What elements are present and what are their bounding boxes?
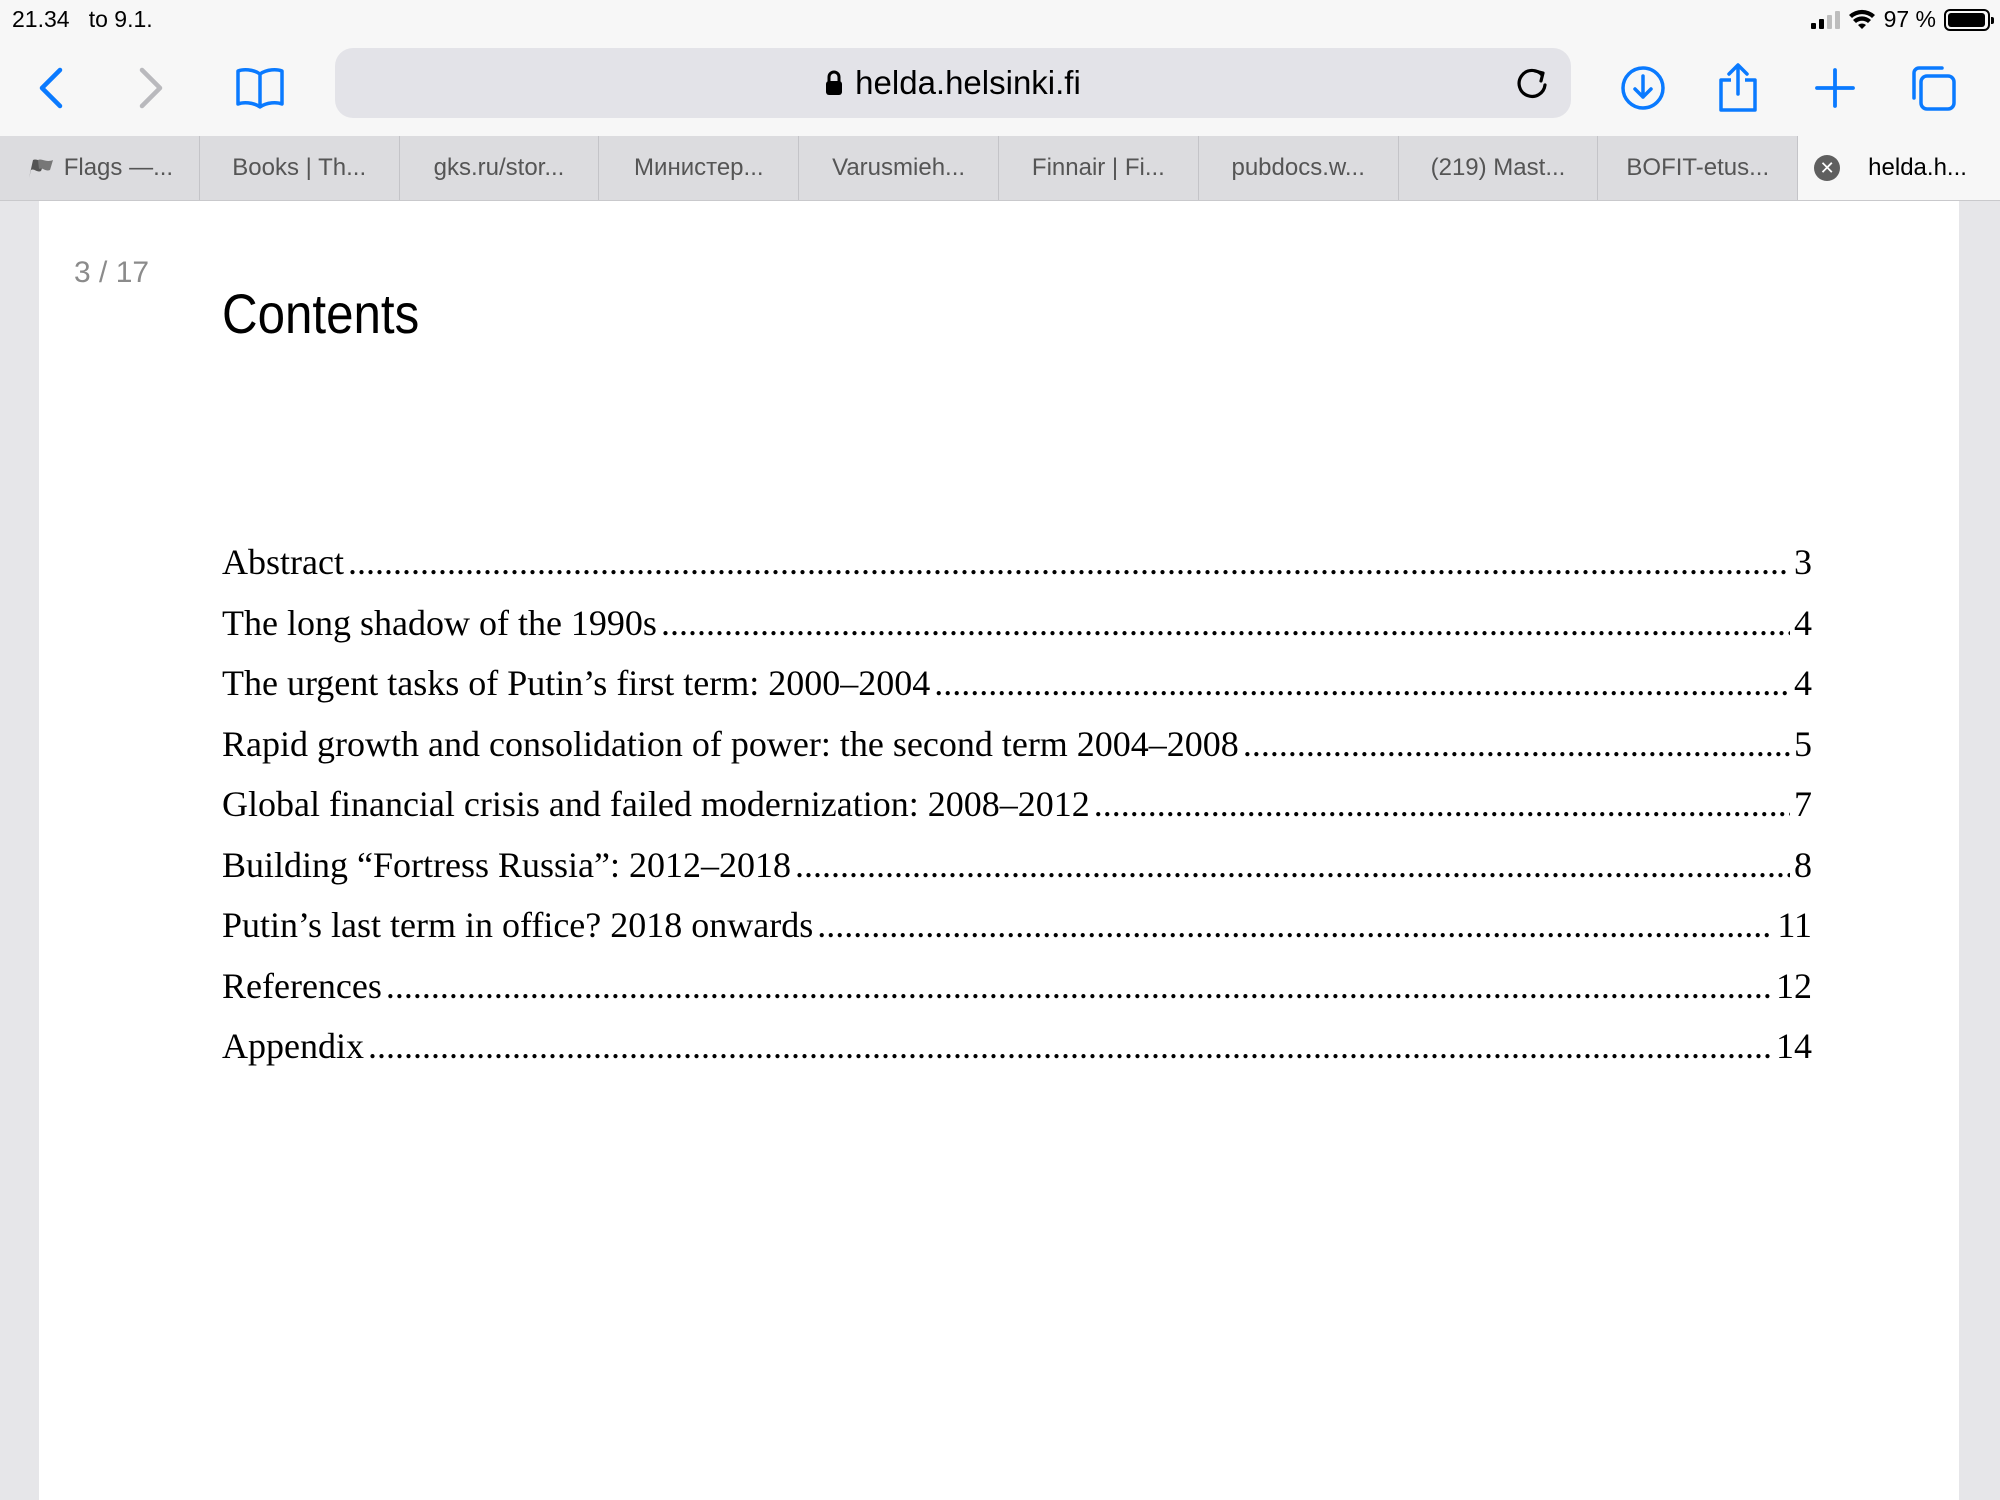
battery-percent: 97 % (1883, 6, 1936, 32)
toc-entry-title: Global financial crisis and failed modernization: 2008–2012 (222, 784, 1090, 824)
share-button[interactable] (1708, 58, 1768, 118)
toc-leader (386, 965, 1772, 1007)
toc-entry-page: 5 (1794, 723, 1812, 764)
toc-entry-title: Rapid growth and consolidation of power: the second term 2004–2008 (222, 723, 1239, 764)
tab-label: Finnair | Fi... (1031, 154, 1165, 181)
toc-entry-page: 4 (1794, 602, 1812, 643)
new-tab-button[interactable] (1805, 58, 1865, 118)
toc-leader (795, 844, 1790, 886)
toc-leader (1243, 723, 1790, 765)
tab-pubdocs[interactable] (1199, 136, 1399, 200)
tab-varusmies[interactable] (799, 136, 999, 200)
toc-entry[interactable] (222, 602, 1812, 663)
toc-leader (348, 541, 1790, 583)
tab-gks[interactable] (400, 136, 600, 200)
tab-label: gks.ru/stor... (433, 154, 565, 181)
book-icon (235, 66, 285, 110)
tab-helda-active[interactable] (1798, 136, 2000, 200)
forward-button[interactable] (120, 58, 180, 118)
toc-leader (817, 904, 1773, 946)
toc-leader (1094, 783, 1790, 825)
toc-entry[interactable] (222, 965, 1812, 1026)
toc-leader (661, 602, 1790, 644)
toc-entry[interactable] (222, 844, 1812, 905)
lock-icon (825, 70, 843, 96)
close-tab-icon[interactable]: ✕ (1814, 155, 1840, 181)
tab-books[interactable] (200, 136, 400, 200)
toc-entry[interactable] (222, 1025, 1812, 1086)
toc-entry-page: 8 (1794, 844, 1812, 885)
toc-entry-title: References (222, 965, 382, 1006)
toc-entry-title: Building “Fortress Russia”: 2012–2018 (222, 844, 791, 885)
toc-entry[interactable] (222, 662, 1812, 723)
page-indicator: 3 / 17 (74, 256, 150, 289)
page-title: Contents (222, 282, 420, 345)
toc-leader (934, 662, 1790, 704)
tab-ministry[interactable] (599, 136, 799, 200)
pdf-page[interactable] (39, 201, 1959, 1500)
status-time (12, 6, 153, 33)
toc-entry-page: 4 (1794, 663, 1812, 703)
toc-entry[interactable] (222, 783, 1812, 844)
toc-entry-page: 12 (1776, 965, 1812, 1006)
tab-flags[interactable] (0, 136, 200, 200)
tab-label: helda.h... (1868, 154, 1967, 181)
reload-icon (1511, 62, 1553, 104)
tab-finnair[interactable] (999, 136, 1199, 200)
toc-entry-title: Putin’s last term in office? 2018 onwards (222, 905, 814, 945)
tab-label: Varusmieh... (832, 154, 966, 181)
table-of-contents (222, 541, 1812, 1086)
battery-icon (1944, 9, 1990, 31)
toc-entry[interactable] (222, 723, 1812, 784)
status-bar (0, 0, 2000, 38)
reload-button[interactable] (1511, 62, 1553, 104)
chevron-left-icon (34, 66, 70, 110)
tab-overview-button[interactable] (1903, 58, 1963, 118)
tab-label: BOFIT-etus... (1626, 154, 1770, 181)
toc-entry-page: 11 (1777, 905, 1812, 945)
download-icon (1619, 64, 1667, 112)
browser-toolbar (0, 38, 2000, 136)
toc-entry-page: 3 (1794, 542, 1812, 582)
toc-entry-page: 7 (1794, 784, 1812, 824)
chevron-right-icon (132, 66, 168, 110)
flag-icon (26, 157, 56, 179)
tab-youtube[interactable] (1399, 136, 1599, 200)
toc-entry-title: Appendix (222, 1026, 364, 1066)
status-right (1811, 6, 1990, 33)
back-button[interactable] (22, 58, 82, 118)
address-bar[interactable] (335, 48, 1571, 118)
toc-entry[interactable] (222, 541, 1812, 602)
tab-label: (219) Mast... (1430, 154, 1566, 181)
tabs-icon (1908, 63, 1958, 113)
downloads-button[interactable] (1613, 58, 1673, 118)
url-text: helda.helsinki.fi (855, 64, 1081, 101)
tab-bar (0, 136, 2000, 201)
clock: 21.34 (12, 6, 70, 32)
toc-entry-title: The urgent tasks of Putin’s first term: 2000–2004 (222, 663, 931, 703)
toc-entry-title: The long shadow of the 1990s (222, 602, 657, 643)
tab-label: Flags —... (63, 154, 174, 181)
tab-bofit[interactable] (1598, 136, 1798, 200)
url-display (335, 48, 1571, 118)
share-icon (1715, 62, 1761, 114)
cellular-signal-icon (1811, 11, 1840, 29)
wifi-icon (1848, 9, 1876, 31)
tab-label: Books | Th... (232, 154, 367, 181)
toc-leader (368, 1025, 1772, 1067)
tab-label: Министер... (634, 154, 764, 181)
toc-entry-page: 14 (1776, 1026, 1812, 1066)
bookmarks-button[interactable] (230, 58, 290, 118)
plus-icon (1813, 66, 1857, 110)
date: to 9.1. (88, 6, 153, 32)
tab-label: pubdocs.w... (1231, 154, 1365, 181)
toc-entry[interactable] (222, 904, 1812, 965)
toc-entry-title: Abstract (222, 542, 344, 582)
